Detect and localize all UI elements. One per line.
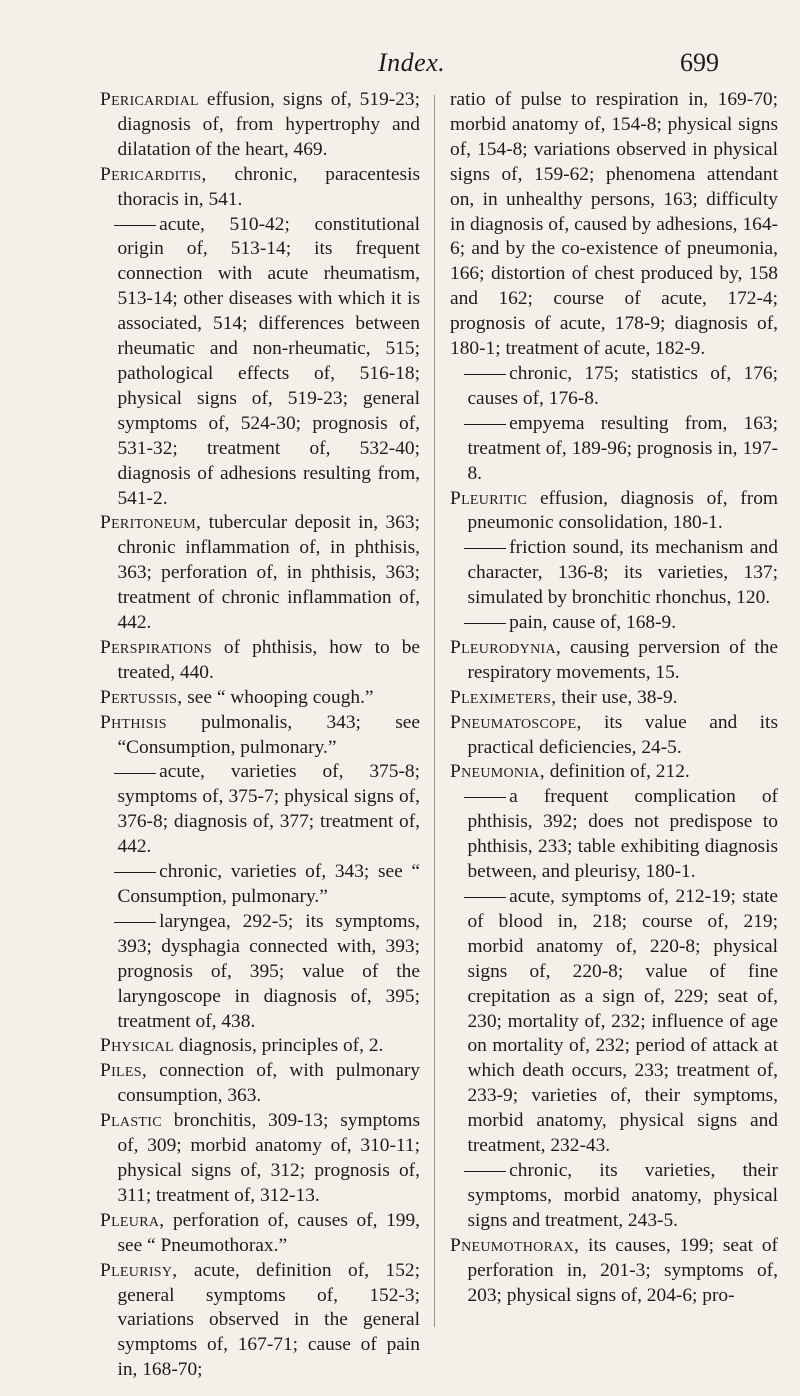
page-number: 699 [680,48,719,77]
entry-heading: Pleuritic [450,487,528,509]
repeat-dash [464,897,507,898]
entry-text: pain, cause of, 168-9. [509,612,677,634]
index-entry [100,711,420,761]
index-entry [100,1034,420,1059]
entry-text: see “ whooping cough.” [182,686,374,708]
index-column-right [450,88,778,1308]
column-divider [434,95,435,1327]
entry-text: acute, definition of, 152; general symptoms of, 152-3; variations observed in the general symptoms of, 167-71; cause of pain in, 168-70; [117,1259,420,1381]
repeat-dash [114,872,157,873]
repeat-dash [114,922,157,923]
entry-text: chronic, 175; statistics of, 176; causes of, 176-8. [467,362,778,409]
entry-text: of phthisis, how to be treated, 440. [117,636,420,683]
index-entry [100,163,420,213]
entry-heading: Pertussis, [100,686,183,708]
index-entry [450,1159,778,1234]
entry-heading: Physical [100,1035,174,1057]
repeat-dash [464,548,507,549]
index-entry [450,885,778,1159]
index-entry [100,636,420,686]
entry-heading: Plastic [100,1110,162,1132]
entry-text: ratio of pulse to respiration in, 169-70; morbid anatomy of, 154-8; physical signs of, 154-8; variations observed in physical signs of, 159-62; phenomena attendant on, in unhealthy persons, 163; difficulty in diagnosis of, caused by adhesions, 164-6; and by the co-existence of pneumonia, 166; distortion of chest produced by, 158 and 162; course of acute, 172-4; prognosis of acute, 178-9; diagnosis of, 180-1; treatment of acute, 182-9. [450,89,778,360]
index-entry [450,711,778,761]
entry-text: acute, 510-42; constitutional origin of, 513-14; its frequent connection with acute rheumatism, 513-14; other diseases with which it is associated, 514; differences between rheumatic and non-rheumatic, 515; pathological effects of, 516-18; physical signs of, 519-23; general symptoms of, 524-30; prognosis of, 531-32; treatment of, 532-40; diagnosis of adhesions resulting from, 541-2. [117,213,420,509]
entry-text: its causes, 199; seat of perforation in, 201-3; symptoms of, 203; physical signs of, 204-6; pro- [467,1234,778,1306]
entry-text: chronic, its varieties, their symptoms, morbid anatomy, physical signs and treatment, 243-5. [467,1159,778,1231]
entry-text: definition of, 212. [544,761,690,783]
entry-text: chronic, paracentesis thoracis in, 541. [117,163,420,210]
entry-text: effusion, diagnosis of, from pneumonic consolidation, 180-1. [467,487,778,534]
index-entry [450,412,778,487]
index-entry [450,686,778,711]
index-entry [100,1209,420,1259]
entry-heading: Pleura, [100,1209,165,1231]
entry-heading: Pericardial [100,89,199,110]
entry-text: tubercular deposit in, 363; chronic inflammation of, in phthisis, 363; perforation of, in phthisis, 363; treatment of chronic inflammation of, 442. [117,512,420,634]
entry-text: acute, symptoms of, 212-19; state of blood in, 218; course of, 219; morbid anatomy of, 220-8; physical signs of, 220-8; value of fine crepitation as a sign of, 229; seat of, 230; mortality of, 232; influence of age on mortality of, 232; period of attack at which death occurs, 233; treatment of, 233-9; varieties of, their symptoms, morbid anatomy, physical signs and treatment, 232-43. [467,886,778,1157]
index-entry [100,1109,420,1209]
running-title: Index. [378,48,446,77]
entry-text: acute, varieties of, 375-8; symptoms of, 375-7; physical signs of, 376-8; diagnosis of, 377; treatment of, 442. [117,761,420,858]
entry-text: pulmonalis, 343; see “Consumption, pulmonary.” [117,711,420,758]
index-entry [100,88,420,163]
entry-text: friction sound, its mechanism and character, 136-8; its varieties, 137; simulated by bronchitic rhonchus, 120. [467,537,778,609]
repeat-dash [464,1171,507,1172]
entry-text: perforation of, causes of, 199, see “ Pneumothorax.” [117,1209,420,1256]
index-entry [450,611,778,636]
index-entry [100,910,420,1035]
entry-heading: Pleximeters, [450,686,557,708]
entry-text: bronchitis, 309-13; symptoms of, 309; morbid anatomy of, 310-11; physical signs of, 312; prognosis of, 311; treatment of, 312-13. [117,1110,420,1206]
entry-heading: Pneumonia, [450,761,545,783]
repeat-dash [464,374,507,375]
index-entry [450,362,778,412]
entry-text: their use, 38-9. [556,686,678,708]
index-entry [450,536,778,611]
entry-text: connection of, with pulmonary consumption, 363. [117,1060,420,1107]
entry-heading: Pleurisy, [100,1259,178,1281]
index-entry [450,1234,778,1309]
entry-text: causing perversion of the respiratory movements, 15. [467,636,778,683]
index-entry [450,636,778,686]
index-entry [100,686,420,711]
index-entry [100,1259,420,1384]
index-entry [450,785,778,885]
entry-heading: Phthisis [100,711,167,733]
entry-text: chronic, varieties of, 343; see “ Consumption, pulmonary.” [117,861,420,907]
repeat-dash [464,623,507,624]
entry-heading: Piles, [100,1060,147,1082]
entry-text: its value and its practical deficiencies, 24-5. [467,711,778,758]
index-entry [450,760,778,785]
entry-heading: Perspirations [100,636,212,658]
entry-heading: Pericarditis, [100,163,207,185]
entry-heading: Pneumothorax, [450,1234,580,1256]
index-column-left [100,88,420,1383]
index-entry [450,487,778,537]
entry-heading: Pleurodynia, [450,636,561,658]
repeat-dash [464,797,507,798]
entry-text: a frequent complication of phthisis, 392; does not predispose to phthisis, 233; table exhibiting diagnosis between, and pleurisy, 180-1. [467,786,778,883]
index-entry [100,860,420,910]
entry-text: effusion, signs of, 519-23; diagnosis of, from hypertrophy and dilatation of the heart, 469. [117,89,420,160]
repeat-dash [464,424,507,425]
repeat-dash [114,225,157,226]
entry-heading: Pneumatoscope, [450,711,582,733]
index-entry [100,511,420,636]
index-entry [100,760,420,860]
entry-text: laryngea, 292-5; its symptoms, 393; dysphagia connected with, 393; prognosis of, 395; value of the laryngoscope in diagnosis of, 395; treatment of, 438. [117,910,420,1032]
entry-text: diagnosis, principles of, 2. [173,1035,384,1057]
index-entry [450,88,778,362]
entry-heading: Peritoneum, [100,512,202,534]
repeat-dash [114,773,157,774]
index-entry [100,1059,420,1109]
entry-text: empyema resulting from, 163; treatment of, 189-96; prognosis in, 197-8. [467,412,778,484]
index-entry [100,213,420,512]
